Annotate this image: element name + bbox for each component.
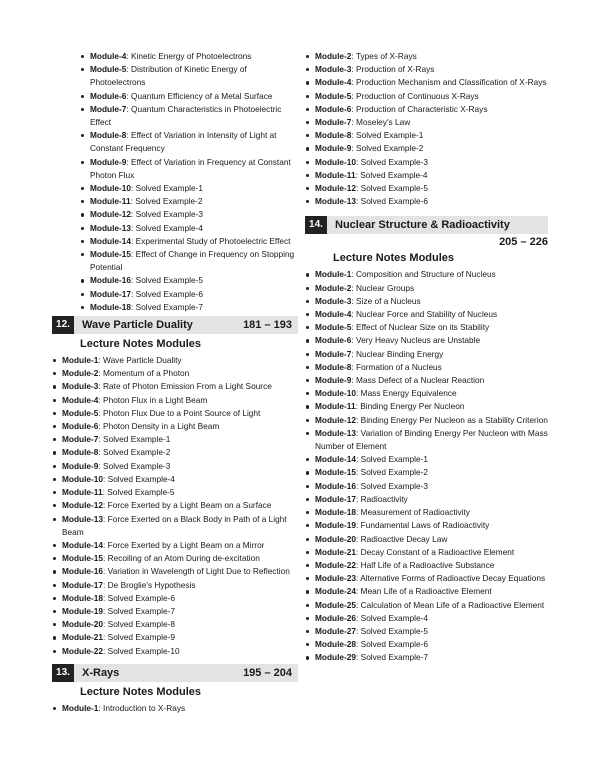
module-item: Module-11: Solved Example-4	[305, 169, 548, 182]
module-item: Module-15: Solved Example-2	[305, 466, 548, 479]
module-title: Solved Example-5	[360, 625, 428, 636]
module-item: Module-2: Types of X-Rays	[305, 50, 548, 63]
module-number: Module-6	[90, 90, 127, 101]
module-item: Module-4: Production Mechanism and Classification of X-Rays	[305, 76, 548, 89]
module-number: Module-23	[315, 573, 357, 584]
module-number: Module-3	[315, 295, 352, 306]
module-title: Solved Example-4	[360, 612, 428, 623]
module-number: Module-9	[315, 375, 352, 386]
module-number: Module-19	[62, 605, 104, 616]
module-number: Module-2	[315, 282, 352, 293]
module-number: Module-19	[315, 520, 357, 531]
module-list-continued	[80, 50, 298, 314]
module-item: Module-5: Effect of Nuclear Size on its Stability	[305, 321, 548, 334]
module-item: Module-9: Solved Example-3	[52, 460, 298, 473]
module-item: Module-15: Effect of Change in Frequency on Stopping Potential	[80, 248, 298, 274]
module-item: Module-12: Force Exerted by a Light Beam on a Surface	[52, 499, 298, 512]
module-item: Module-26: Solved Example-4	[305, 612, 548, 625]
module-item: Module-17: Solved Example-6	[80, 288, 298, 301]
chapter-12-header	[52, 316, 298, 334]
module-item: Module-7: Moseley's Law	[305, 116, 548, 129]
module-title: Solved Example-8	[107, 619, 175, 630]
module-number: Module-17	[90, 288, 132, 299]
module-title: Solved Example-3	[360, 156, 428, 167]
module-title: Calculation of Mean Life of a Radioactive Element	[360, 599, 545, 610]
module-number: Module-20	[315, 533, 357, 544]
module-item: Module-22: Half Life of a Radioactive Substance	[305, 559, 548, 572]
module-title: Solved Example-7	[135, 301, 203, 312]
module-title: Types of X-Rays	[355, 51, 417, 61]
chapter-14-module-list	[305, 268, 548, 664]
module-item: Module-20: Radioactive Decay Law	[305, 533, 548, 546]
module-number: Module-15	[90, 249, 132, 260]
module-item: Module-10: Solved Example-4	[52, 473, 298, 486]
module-title: Momentum of a Photon	[103, 368, 190, 379]
module-title: Experimental Study of Photoelectric Effect	[135, 235, 291, 246]
module-title: Photon Density in a Light Beam	[103, 421, 220, 432]
module-item: Module-19: Fundamental Laws of Radioactivity	[305, 519, 548, 532]
module-item: Module-12: Binding Energy Per Nucleon as a Stability Criterion	[305, 414, 548, 427]
module-number: Module-11	[90, 196, 131, 207]
module-item: Module-6: Production of Characteristic X-Rays	[305, 103, 548, 116]
module-title: Moseley's Law	[356, 117, 411, 128]
chapter-pages: 181 – 193	[243, 319, 292, 332]
module-list-continued	[305, 50, 548, 208]
chapter-pages: 195 – 204	[243, 666, 292, 679]
module-title: Mean Life of a Radioactive Element	[360, 586, 492, 597]
module-title: Quantum Efficiency of a Metal Surface	[131, 90, 273, 101]
module-number: Module-9	[90, 156, 127, 167]
module-title: Half Life of a Radioactive Substance	[360, 559, 495, 570]
module-number: Module-9	[62, 460, 99, 471]
chapter-13-module-list	[52, 702, 298, 715]
module-item: Module-8: Solved Example-1	[305, 129, 548, 142]
module-number: Module-11	[315, 401, 356, 412]
module-title: Solved Example-1	[360, 454, 428, 465]
module-item: Module-7: Solved Example-1	[52, 433, 298, 446]
module-title: Recoiling of an Atom During de-excitation	[107, 553, 260, 564]
module-title: Solved Example-2	[356, 143, 424, 154]
module-item: Module-2: Nuclear Groups	[305, 282, 548, 295]
module-item: Module-4: Photon Flux in a Light Beam	[52, 394, 298, 407]
module-item: Module-14: Force Exerted by a Light Beam on a Mirror	[52, 539, 298, 552]
module-item: Module-12: Solved Example-3	[80, 208, 298, 221]
module-title: Solved Example-2	[135, 196, 203, 207]
module-title: Effect of Variation in Frequency at Constant Photon Flux	[90, 156, 291, 180]
module-number: Module-12	[315, 414, 357, 425]
module-title: Effect of Nuclear Size on its Stability	[356, 322, 490, 333]
module-title: Measurement of Radioactivity	[360, 507, 470, 518]
module-number: Module-6	[62, 421, 99, 432]
module-number: Module-29	[315, 652, 357, 663]
module-number: Module-22	[62, 645, 104, 656]
module-title: Production Mechanism and Classification of X-Rays	[356, 77, 547, 88]
module-title: Solved Example-1	[103, 434, 171, 445]
module-item: Module-21: Solved Example-9	[52, 631, 298, 644]
module-title: Alternative Forms of Radioactive Decay Equations	[360, 573, 546, 584]
module-number: Module-25	[315, 599, 357, 610]
module-item: Module-3: Size of a Nucleus	[305, 295, 548, 308]
module-title: Production of X-Rays	[356, 64, 435, 75]
module-item: Module-1: Composition and Structure of Nucleus	[305, 268, 548, 281]
module-number: Module-21	[62, 632, 104, 643]
module-title: Photon Flux in a Light Beam	[103, 394, 208, 405]
module-title: Solved Example-1	[356, 130, 424, 141]
module-title: Force Exerted on a Black Body in Path of a Light Beam	[62, 513, 287, 537]
module-title: Nuclear Groups	[356, 282, 415, 293]
module-number: Module-18	[62, 592, 104, 603]
module-title: Solved Example-3	[103, 460, 171, 471]
module-number: Module-21	[315, 546, 357, 557]
module-title: Production of Continuous X-Rays	[356, 90, 479, 101]
module-number: Module-22	[315, 559, 357, 570]
module-item: Module-8: Formation of a Nucleus	[305, 361, 548, 374]
module-number: Module-12	[90, 209, 132, 220]
module-title: Composition and Structure of Nucleus	[356, 269, 496, 280]
module-item: Module-5: Production of Continuous X-Rays	[305, 90, 548, 103]
module-item: Module-25: Calculation of Mean Life of a Radioactive Element	[305, 599, 548, 612]
module-number: Module-17	[62, 579, 104, 590]
module-item: Module-18: Solved Example-6	[52, 592, 298, 605]
module-number: Module-8	[315, 130, 352, 141]
module-item: Module-19: Solved Example-7	[52, 605, 298, 618]
module-title: Distribution of Kinetic Energy of Photoelectrons	[90, 64, 247, 88]
module-number: Module-4	[90, 51, 127, 61]
module-item: Module-5: Photon Flux Due to a Point Source of Light	[52, 407, 298, 420]
module-item: Module-11: Solved Example-2	[80, 195, 298, 208]
module-item: Module-22: Solved Example-10	[52, 645, 298, 658]
module-number: Module-5	[315, 90, 352, 101]
module-item: Module-3: Production of X-Rays	[305, 63, 548, 76]
module-number: Module-10	[62, 473, 104, 484]
module-title: Solved Example-3	[135, 209, 203, 220]
module-number: Module-1	[62, 355, 99, 366]
module-title: Solved Example-7	[107, 605, 175, 616]
module-title: Solved Example-4	[135, 222, 203, 233]
module-title: Radioactivity	[360, 493, 408, 504]
module-number: Module-7	[90, 103, 127, 114]
module-number: Module-15	[62, 553, 104, 564]
module-item: Module-23: Alternative Forms of Radioactive Decay Equations	[305, 572, 548, 585]
module-number: Module-7	[315, 348, 352, 359]
module-number: Module-1	[315, 269, 352, 280]
chapter-title: X-Rays	[82, 666, 120, 679]
chapter-title: Nuclear Structure & Radioactivity	[335, 219, 510, 232]
module-number: Module-8	[90, 130, 127, 141]
module-title: Rate of Photon Emission From a Light Source	[103, 381, 272, 392]
module-title: Solved Example-6	[135, 288, 203, 299]
module-item: Module-28: Solved Example-6	[305, 638, 548, 651]
module-title: Nuclear Binding Energy	[356, 348, 444, 359]
module-item: Module-13: Solved Example-4	[80, 222, 298, 235]
module-number: Module-14	[315, 454, 357, 465]
module-title: Binding Energy Per Nucleon as a Stability Criterion	[360, 414, 548, 425]
section-subtitle: Lecture Notes Modules	[80, 338, 202, 351]
module-item: Module-9: Solved Example-2	[305, 142, 548, 155]
module-item: Module-8: Effect of Variation in Intensity of Light at Constant Frequency	[80, 129, 298, 155]
module-number: Module-13	[315, 196, 357, 207]
module-number: Module-16	[315, 480, 357, 491]
module-item: Module-14: Solved Example-1	[305, 453, 548, 466]
module-title: Effect of Change in Frequency on Stopping Potential	[90, 249, 295, 273]
module-number: Module-24	[315, 586, 357, 597]
module-item: Module-9: Effect of Variation in Frequency at Constant Photon Flux	[80, 156, 298, 182]
module-number: Module-4	[62, 394, 99, 405]
module-number: Module-5	[315, 322, 352, 333]
module-item: Module-13: Force Exerted on a Black Body in Path of a Light Beam	[52, 513, 298, 539]
module-item: Module-17: De Broglie's Hypothesis	[52, 579, 298, 592]
module-number: Module-10	[315, 156, 357, 167]
module-title: Solved Example-4	[360, 169, 428, 180]
left-column	[52, 50, 298, 715]
chapter-13-header	[52, 664, 298, 682]
module-title: Very Heavy Nucleus are Unstable	[356, 335, 481, 346]
module-number: Module-3	[62, 381, 99, 392]
module-title: Solved Example-5	[135, 275, 203, 286]
module-number: Module-6	[315, 103, 352, 114]
module-title: Binding Energy Per Nucleon	[360, 401, 465, 412]
module-item: Module-29: Solved Example-7	[305, 651, 548, 664]
module-item: Module-4: Kinetic Energy of Photoelectrons	[80, 50, 298, 63]
module-number: Module-9	[315, 143, 352, 154]
module-item: Module-11: Binding Energy Per Nucleon	[305, 400, 548, 413]
module-item: Module-27: Solved Example-5	[305, 625, 548, 638]
module-number: Module-7	[315, 117, 352, 128]
module-title: Solved Example-1	[135, 183, 203, 194]
module-item: Module-10: Solved Example-1	[80, 182, 298, 195]
module-title: Solved Example-9	[107, 632, 175, 643]
module-number: Module-20	[62, 619, 104, 630]
module-title: Solved Example-10	[107, 645, 180, 656]
module-number: Module-8	[315, 361, 352, 372]
module-number: Module-28	[315, 639, 357, 650]
module-item: Module-7: Quantum Characteristics in Photoelectric Effect	[80, 103, 298, 129]
module-title: Decay Constant of a Radioactive Element	[360, 546, 515, 557]
module-item: Module-17: Radioactivity	[305, 493, 548, 506]
module-item: Module-13: Variation of Binding Energy Per Nucleon with Mass Number of Element	[305, 427, 548, 453]
module-title: Introduction to X-Rays	[103, 702, 186, 713]
chapter-number: 13.	[52, 664, 74, 682]
module-title: Photon Flux Due to a Point Source of Light	[103, 407, 261, 418]
module-number: Module-7	[62, 434, 99, 445]
module-title: Fundamental Laws of Radioactivity	[360, 520, 490, 531]
module-number: Module-4	[315, 77, 352, 88]
module-number: Module-11	[62, 487, 103, 498]
module-number: Module-16	[90, 275, 132, 286]
module-title: Solved Example-5	[107, 487, 175, 498]
module-number: Module-13	[90, 222, 132, 233]
module-number: Module-12	[62, 500, 104, 511]
chapter-12-module-list	[52, 354, 298, 658]
module-item: Module-12: Solved Example-5	[305, 182, 548, 195]
chapter-14-header	[305, 216, 548, 234]
section-subtitle: Lecture Notes Modules	[80, 685, 202, 698]
module-item: Module-4: Nuclear Force and Stability of Nucleus	[305, 308, 548, 321]
module-title: Solved Example-5	[360, 183, 428, 194]
module-number: Module-5	[62, 407, 99, 418]
module-item: Module-5: Distribution of Kinetic Energy of Photoelectrons	[80, 63, 298, 89]
module-item: Module-16: Solved Example-3	[305, 480, 548, 493]
module-number: Module-26	[315, 612, 357, 623]
module-item: Module-9: Mass Defect of a Nuclear Reaction	[305, 374, 548, 387]
chapter-pages: 205 – 226	[499, 236, 548, 249]
module-title: Variation in Wavelength of Light Due to Reflection	[107, 566, 290, 577]
chapter-number: 12.	[52, 316, 74, 334]
module-number: Module-15	[315, 467, 357, 478]
module-title: Force Exerted by a Light Beam on a Mirror	[107, 539, 265, 550]
module-title: Size of a Nucleus	[356, 295, 421, 306]
module-item: Module-16: Variation in Wavelength of Light Due to Reflection	[52, 565, 298, 578]
module-number: Module-13	[62, 513, 104, 524]
module-title: Wave Particle Duality	[103, 355, 182, 366]
module-number: Module-4	[315, 309, 352, 320]
module-item: Module-16: Solved Example-5	[80, 274, 298, 287]
module-item: Module-11: Solved Example-5	[52, 486, 298, 499]
module-number: Module-10	[90, 183, 132, 194]
module-number: Module-10	[315, 388, 357, 399]
module-title: Solved Example-6	[360, 639, 428, 650]
module-item: Module-10: Mass Energy Equivalence	[305, 387, 548, 400]
module-number: Module-18	[315, 507, 357, 518]
module-item: Module-15: Recoiling of an Atom During de-excitation	[52, 552, 298, 565]
module-item: Module-24: Mean Life of a Radioactive Element	[305, 585, 548, 598]
module-item: Module-2: Momentum of a Photon	[52, 367, 298, 380]
module-item: Module-20: Solved Example-8	[52, 618, 298, 631]
module-title: Production of Characteristic X-Rays	[356, 103, 488, 114]
module-title: Mass Defect of a Nuclear Reaction	[356, 375, 485, 386]
module-title: Variation of Binding Energy Per Nucleon with Mass Number of Element	[315, 427, 548, 452]
module-number: Module-17	[315, 493, 357, 504]
module-title: Kinetic Energy of Photoelectrons	[131, 51, 252, 61]
module-item: Module-6: Photon Density in a Light Beam	[52, 420, 298, 433]
module-number: Module-3	[315, 64, 352, 75]
module-title: Solved Example-2	[103, 447, 171, 458]
module-title: De Broglie's Hypothesis	[107, 579, 196, 590]
module-item: Module-3: Rate of Photon Emission From a Light Source	[52, 380, 298, 393]
module-number: Module-1	[62, 702, 99, 713]
module-number: Module-6	[315, 335, 352, 346]
chapter-title: Wave Particle Duality	[82, 319, 193, 332]
section-subtitle: Lecture Notes Modules	[333, 252, 455, 265]
module-number: Module-12	[315, 183, 357, 194]
module-title: Effect of Variation in Intensity of Light at Constant Frequency	[90, 130, 277, 154]
chapter-number: 14.	[305, 216, 327, 234]
module-number: Module-13	[315, 427, 357, 438]
module-title: Solved Example-2	[360, 467, 428, 478]
module-item: Module-18: Measurement of Radioactivity	[305, 506, 548, 519]
module-number: Module-5	[90, 64, 127, 75]
module-title: Solved Example-7	[360, 652, 428, 663]
module-number: Module-2	[315, 51, 352, 61]
module-item: Module-7: Nuclear Binding Energy	[305, 348, 548, 361]
module-title: Solved Example-4	[107, 473, 175, 484]
module-title: Formation of a Nucleus	[356, 361, 442, 372]
module-item: Module-6: Quantum Efficiency of a Metal Surface	[80, 90, 298, 103]
module-item: Module-21: Decay Constant of a Radioactive Element	[305, 546, 548, 559]
module-item: Module-14: Experimental Study of Photoelectric Effect	[80, 235, 298, 248]
module-number: Module-27	[315, 625, 357, 636]
module-title: Quantum Characteristics in Photoelectric Effect	[90, 103, 282, 128]
module-number: Module-14	[62, 539, 104, 550]
module-number: Module-2	[62, 368, 99, 379]
module-item: Module-13: Solved Example-6	[305, 195, 548, 208]
module-title: Nuclear Force and Stability of Nucleus	[356, 309, 498, 320]
right-column	[305, 50, 548, 665]
module-title: Mass Energy Equivalence	[360, 388, 457, 399]
module-item: Module-6: Very Heavy Nucleus are Unstable	[305, 334, 548, 347]
module-number: Module-14	[90, 235, 132, 246]
module-title: Solved Example-6	[360, 196, 428, 207]
module-title: Solved Example-6	[107, 592, 175, 603]
module-number: Module-16	[62, 566, 104, 577]
module-number: Module-18	[90, 301, 132, 312]
module-item: Module-1: Introduction to X-Rays	[52, 702, 298, 715]
module-number: Module-8	[62, 447, 99, 458]
module-number: Module-11	[315, 169, 356, 180]
module-item: Module-1: Wave Particle Duality	[52, 354, 298, 367]
module-item: Module-10: Solved Example-3	[305, 156, 548, 169]
module-title: Radioactive Decay Law	[360, 533, 448, 544]
module-item: Module-18: Solved Example-7	[80, 301, 298, 314]
module-title: Force Exerted by a Light Beam on a Surface	[107, 500, 272, 511]
module-title: Solved Example-3	[360, 480, 428, 491]
module-item: Module-8: Solved Example-2	[52, 446, 298, 459]
